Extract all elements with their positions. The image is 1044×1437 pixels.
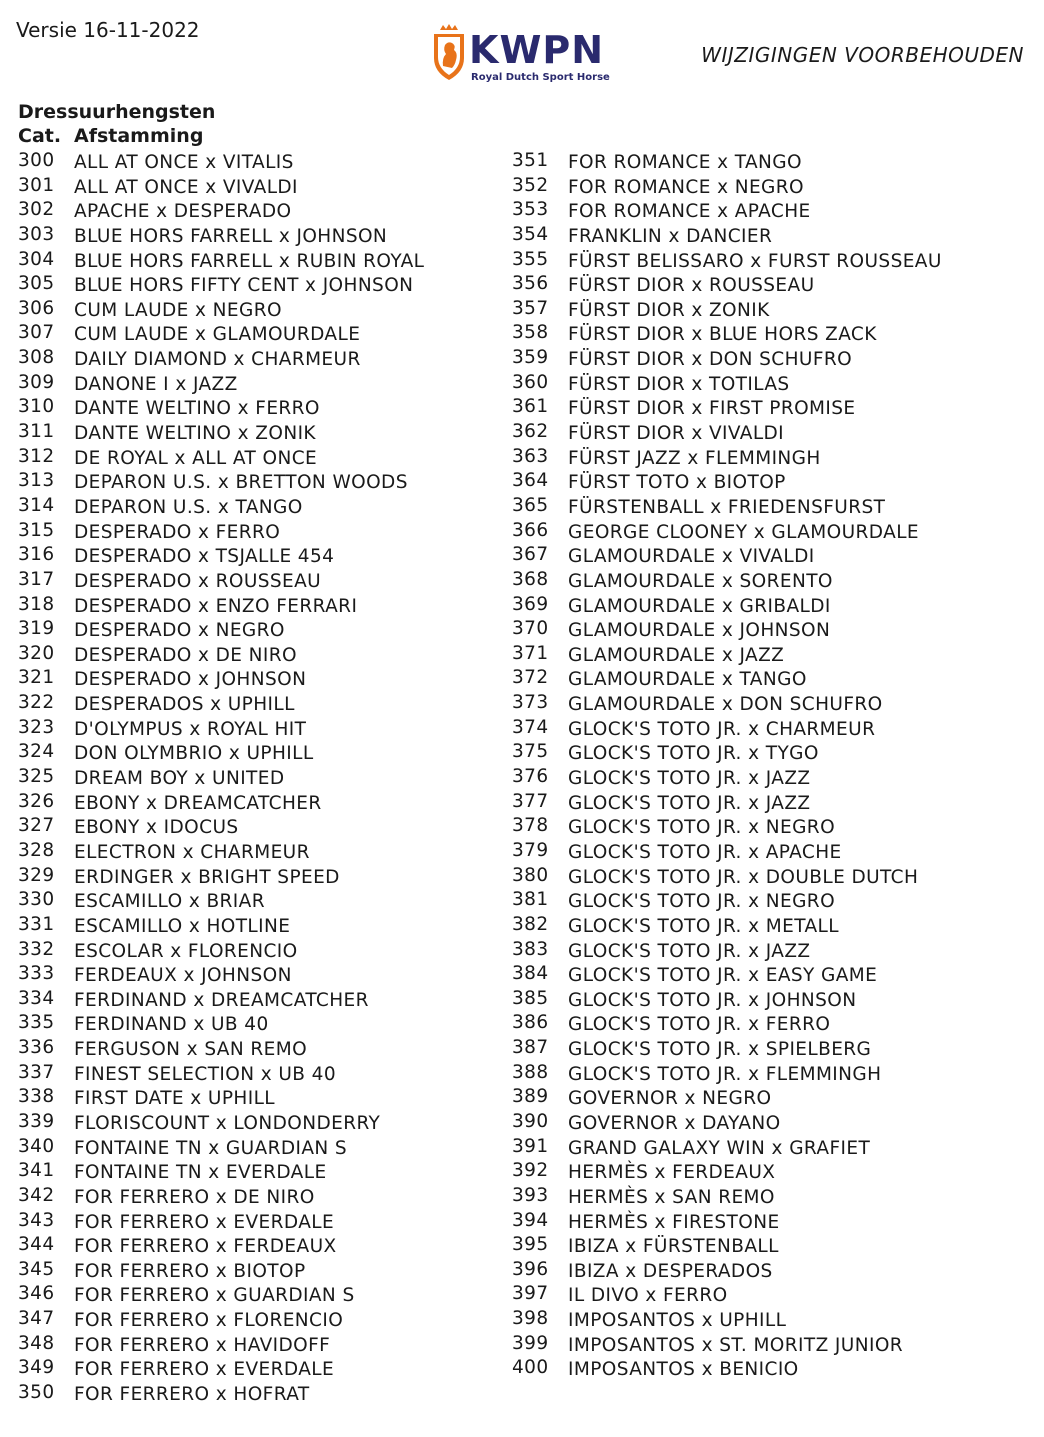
category-number: 346 [18,1283,55,1305]
pedigree-name: FERDEAUX x JOHNSON [74,965,292,987]
pedigree-name: GLAMOURDALE x SORENTO [568,570,833,592]
category-number: 336 [18,1037,55,1059]
pedigree-name: FÜRST DIOR x VIVALDI [568,423,785,445]
pedigree-name: CUM LAUDE x NEGRO [74,299,282,321]
shield-lion-icon [431,24,467,82]
category-number: 343 [18,1209,55,1231]
pedigree-name: FOR FERRERO x FLORENCIO [74,1310,344,1332]
pedigree-name: DESPERADO x DE NIRO [74,644,297,666]
disclaimer: WIJZIGINGEN VOORBEHOUDEN [701,43,1024,67]
pedigree-name: DE ROYAL x ALL AT ONCE [74,447,318,469]
pedigree-name: DEPARON U.S. x TANGO [74,496,303,518]
pedigree-name: FOR ROMANCE x TANGO [568,152,802,173]
category-number: 340 [18,1135,55,1157]
category-number: 388 [512,1061,549,1083]
category-number: 313 [18,470,55,492]
category-number: 316 [18,544,55,566]
category-number: 328 [18,839,55,861]
category-number: 354 [512,223,549,245]
category-number: 379 [512,839,549,861]
pedigree-name: BLUE HORS FARRELL x JOHNSON [74,225,388,247]
pedigree-name: DESPERADOS x UPHILL [74,694,295,716]
pedigree-name: BLUE HORS FARRELL x RUBIN ROYAL [74,250,425,272]
pedigree-name: FÜRST DIOR x ROUSSEAU [568,275,815,297]
category-number: 339 [18,1110,55,1132]
pedigree-name: GEORGE CLOONEY x GLAMOURDALE [568,521,919,543]
category-number: 375 [512,741,549,763]
pedigree-name: GLOCK'S TOTO JR. x METALL [568,915,839,937]
pedigree-name: GLOCK'S TOTO JR. x JOHNSON [568,989,857,1011]
category-number: 376 [512,766,549,788]
category-number: 306 [18,297,55,319]
category-number: 344 [18,1234,55,1256]
pedigree-name: GLOCK'S TOTO JR. x FLEMMINGH [568,1063,882,1085]
category-number: 303 [18,223,55,245]
category-number: 397 [512,1283,549,1305]
category-number: 366 [512,519,549,541]
pedigree-name: FÜRST DIOR x FIRST PROMISE [568,398,856,420]
pedigree-name: GLOCK'S TOTO JR. x FERRO [568,1014,831,1036]
category-number: 370 [512,618,549,640]
category-number: 329 [18,864,55,886]
pedigree-name: IL DIVO x FERRO [568,1285,728,1307]
category-number: 362 [512,421,549,443]
pedigree-name: FOR ROMANCE x APACHE [568,201,811,223]
pedigree-name: FOR FERRERO x FERDEAUX [74,1236,337,1258]
pedigree-name: FONTAINE TN x EVERDALE [74,1162,327,1184]
category-number: 382 [512,913,549,935]
category-number: 326 [18,790,55,812]
category-number: 352 [512,174,549,196]
category-number: 332 [18,938,55,960]
pedigree-name: GLOCK'S TOTO JR. x JAZZ [568,792,811,814]
category-number: 391 [512,1135,549,1157]
pedigree-name: GLAMOURDALE x DON SCHUFRO [568,694,883,716]
pedigree-name: FÜRST DIOR x BLUE HORS ZACK [568,324,877,346]
pedigree-name: GLOCK'S TOTO JR. x NEGRO [568,817,836,839]
category-number: 305 [18,273,55,295]
category-number: 353 [512,199,549,221]
pedigree-name: FRANKLIN x DANCIER [568,225,773,247]
category-number: 330 [18,889,55,911]
pedigree-name: GLOCK'S TOTO JR. x JAZZ [568,768,811,790]
category-number: 351 [512,150,549,171]
category-number: 300 [18,150,55,171]
category-number: 372 [512,667,549,689]
pedigree-name: GLOCK'S TOTO JR. x TYGO [568,743,819,765]
category-number: 398 [512,1308,549,1330]
category-number: 349 [18,1357,55,1379]
kwpn-logo [431,24,621,92]
category-number: 309 [18,371,55,393]
category-number: 341 [18,1160,55,1182]
category-number: 367 [512,544,549,566]
pedigree-name: GLAMOURDALE x VIVALDI [568,546,815,568]
pedigree-name: FOR FERRERO x DE NIRO [74,1186,315,1208]
pedigree-name: FOR FERRERO x EVERDALE [74,1211,335,1233]
pedigree-name: GLOCK'S TOTO JR. x CHARMEUR [568,718,876,740]
category-number: 393 [512,1184,549,1206]
category-number: 319 [18,618,55,640]
logo-text: KWPN [469,28,605,72]
pedigree-name: GLOCK'S TOTO JR. x EASY GAME [568,965,878,987]
pedigree-name: FÜRST DIOR x ZONIK [568,299,770,321]
category-number: 395 [512,1234,549,1256]
pedigree-name: GOVERNOR x NEGRO [568,1088,772,1110]
logo-tagline: Royal Dutch Sport Horse [471,72,610,83]
category-number: 350 [18,1382,55,1404]
pedigree-name: FLORISCOUNT x LONDONDERRY [74,1112,381,1134]
category-number: 378 [512,815,549,837]
pedigree-name: CUM LAUDE x GLAMOURDALE [74,324,361,346]
category-number: 315 [18,519,55,541]
pedigree-name: FOR ROMANCE x NEGRO [568,176,805,198]
pedigree-name: IMPOSANTOS x BENICIO [568,1359,799,1381]
category-number: 307 [18,322,55,344]
pedigree-name: FÜRST DIOR x DON SCHUFRO [568,349,853,371]
category-number: 357 [512,297,549,319]
category-number: 368 [512,568,549,590]
category-number: 383 [512,938,549,960]
pedigree-name: EBONY x DREAMCATCHER [74,792,322,814]
pedigree-name: FOR FERRERO x BIOTOP [74,1260,306,1282]
pedigree-name: D'OLYMPUS x ROYAL HIT [74,718,307,740]
column-header-cat: Cat. [18,125,62,147]
pedigree-name: FÜRST DIOR x TOTILAS [568,373,790,395]
category-number: 345 [18,1258,55,1280]
pedigree-name: ERDINGER x BRIGHT SPEED [74,866,340,888]
pedigree-name: FÜRST JAZZ x FLEMMINGH [568,447,821,469]
category-number: 310 [18,396,55,418]
category-number: 360 [512,371,549,393]
category-number: 325 [18,766,55,788]
category-number: 335 [18,1012,55,1034]
pedigree-name: BLUE HORS FIFTY CENT x JOHNSON [74,275,414,297]
category-number: 400 [512,1357,549,1379]
pedigree-name: GLAMOURDALE x GRIBALDI [568,595,831,617]
pedigree-name: FIRST DATE x UPHILL [74,1088,275,1110]
category-number: 364 [512,470,549,492]
pedigree-name: FOR FERRERO x EVERDALE [74,1359,335,1381]
category-number: 333 [18,963,55,985]
pedigree-name: DAILY DIAMOND x CHARMEUR [74,349,361,371]
column-header-afstamming: Afstamming [74,125,204,147]
pedigree-name: FOR FERRERO x GUARDIAN S [74,1285,355,1307]
pedigree-name: APACHE x DESPERADO [74,201,292,223]
category-number: 361 [512,396,549,418]
pedigree-name: ELECTRON x CHARMEUR [74,841,310,863]
pedigree-name: GLAMOURDALE x TANGO [568,669,807,691]
pedigree-name: DREAM BOY x UNITED [74,768,285,790]
pedigree-name: DANONE I x JAZZ [74,373,238,395]
section-title: Dressuurhengsten [18,101,216,123]
pedigree-name: ESCAMILLO x HOTLINE [74,915,291,937]
pedigree-name: IMPOSANTOS x ST. MORITZ JUNIOR [568,1334,904,1356]
pedigree-name: IMPOSANTOS x UPHILL [568,1310,787,1332]
category-number: 312 [18,445,55,467]
pedigree-name: FÜRSTENBALL x FRIEDENSFURST [568,496,886,518]
category-number: 396 [512,1258,549,1280]
pedigree-name: FÜRST BELISSARO x FURST ROUSSEAU [568,250,942,272]
category-number: 311 [18,421,55,443]
category-number: 377 [512,790,549,812]
pedigree-name: FOR FERRERO x HAVIDOFF [74,1334,331,1356]
category-number: 373 [512,692,549,714]
category-number: 323 [18,716,55,738]
pedigree-name: FERDINAND x UB 40 [74,1014,269,1036]
pedigree-name: ESCAMILLO x BRIAR [74,891,265,913]
category-number: 337 [18,1061,55,1083]
category-number: 301 [18,174,55,196]
pedigree-name: IBIZA x DESPERADOS [568,1260,773,1282]
pedigree-name: HERMÈS x FIRESTONE [568,1211,780,1233]
category-number: 348 [18,1332,55,1354]
category-number: 321 [18,667,55,689]
category-number: 308 [18,347,55,369]
category-number: 380 [512,864,549,886]
category-number: 358 [512,322,549,344]
pedigree-name: DESPERADO x ENZO FERRARI [74,595,358,617]
pedigree-name: ALL AT ONCE x VITALIS [74,152,294,173]
category-number: 322 [18,692,55,714]
category-number: 338 [18,1086,55,1108]
pedigree-name: ESCOLAR x FLORENCIO [74,940,298,962]
category-number: 399 [512,1332,549,1354]
pedigree-name: DON OLYMBRIO x UPHILL [74,743,314,765]
category-number: 374 [512,716,549,738]
pedigree-name: DANTE WELTINO x FERRO [74,398,320,420]
category-number: 363 [512,445,549,467]
category-number: 355 [512,248,549,270]
category-number: 365 [512,494,549,516]
pedigree-name: FONTAINE TN x GUARDIAN S [74,1137,348,1159]
category-number: 392 [512,1160,549,1182]
pedigree-name: FERGUSON x SAN REMO [74,1039,308,1061]
pedigree-name: FINEST SELECTION x UB 40 [74,1063,337,1085]
category-number: 314 [18,494,55,516]
pedigree-name: GLOCK'S TOTO JR. x NEGRO [568,891,836,913]
category-number: 317 [18,568,55,590]
pedigree-name: GLOCK'S TOTO JR. x APACHE [568,841,842,863]
pedigree-name: GOVERNOR x DAYANO [568,1112,781,1134]
category-number: 334 [18,987,55,1009]
category-number: 304 [18,248,55,270]
category-number: 386 [512,1012,549,1034]
pedigree-name: DESPERADO x TSJALLE 454 [74,546,335,568]
category-number: 384 [512,963,549,985]
pedigree-name: DESPERADO x FERRO [74,521,281,543]
pedigree-name: DESPERADO x JOHNSON [74,669,307,691]
category-number: 347 [18,1308,55,1330]
category-number: 381 [512,889,549,911]
category-number: 324 [18,741,55,763]
category-number: 302 [18,199,55,221]
pedigree-name: HERMÈS x SAN REMO [568,1186,775,1208]
category-number: 390 [512,1110,549,1132]
pedigree-name: DEPARON U.S. x BRETTON WOODS [74,472,408,494]
category-number: 331 [18,913,55,935]
pedigree-name: EBONY x IDOCUS [74,817,239,839]
pedigree-name: GLAMOURDALE x JOHNSON [568,620,831,642]
category-number: 327 [18,815,55,837]
category-number: 371 [512,642,549,664]
pedigree-name: HERMÈS x FERDEAUX [568,1162,776,1184]
pedigree-name: FOR FERRERO x HOFRAT [74,1384,310,1406]
pedigree-name: FÜRST TOTO x BIOTOP [568,472,786,494]
category-number: 385 [512,987,549,1009]
category-number: 356 [512,273,549,295]
category-number: 389 [512,1086,549,1108]
version-label: Versie 16-11-2022 [16,18,200,42]
pedigree-name: GLOCK'S TOTO JR. x DOUBLE DUTCH [568,866,919,888]
category-number: 394 [512,1209,549,1231]
pedigree-name: GRAND GALAXY WIN x GRAFIET [568,1137,871,1159]
category-number: 369 [512,593,549,615]
pedigree-name: GLAMOURDALE x JAZZ [568,644,785,666]
pedigree-name: IBIZA x FÜRSTENBALL [568,1236,779,1258]
pedigree-name: FERDINAND x DREAMCATCHER [74,989,369,1011]
pedigree-name: DESPERADO x NEGRO [74,620,285,642]
pedigree-name: GLOCK'S TOTO JR. x SPIELBERG [568,1039,872,1061]
pedigree-name: ALL AT ONCE x VIVALDI [74,176,298,198]
category-number: 342 [18,1184,55,1206]
category-number: 387 [512,1037,549,1059]
category-number: 359 [512,347,549,369]
pedigree-name: DANTE WELTINO x ZONIK [74,423,316,445]
category-number: 318 [18,593,55,615]
pedigree-name: DESPERADO x ROUSSEAU [74,570,322,592]
category-number: 320 [18,642,55,664]
pedigree-name: GLOCK'S TOTO JR. x JAZZ [568,940,811,962]
